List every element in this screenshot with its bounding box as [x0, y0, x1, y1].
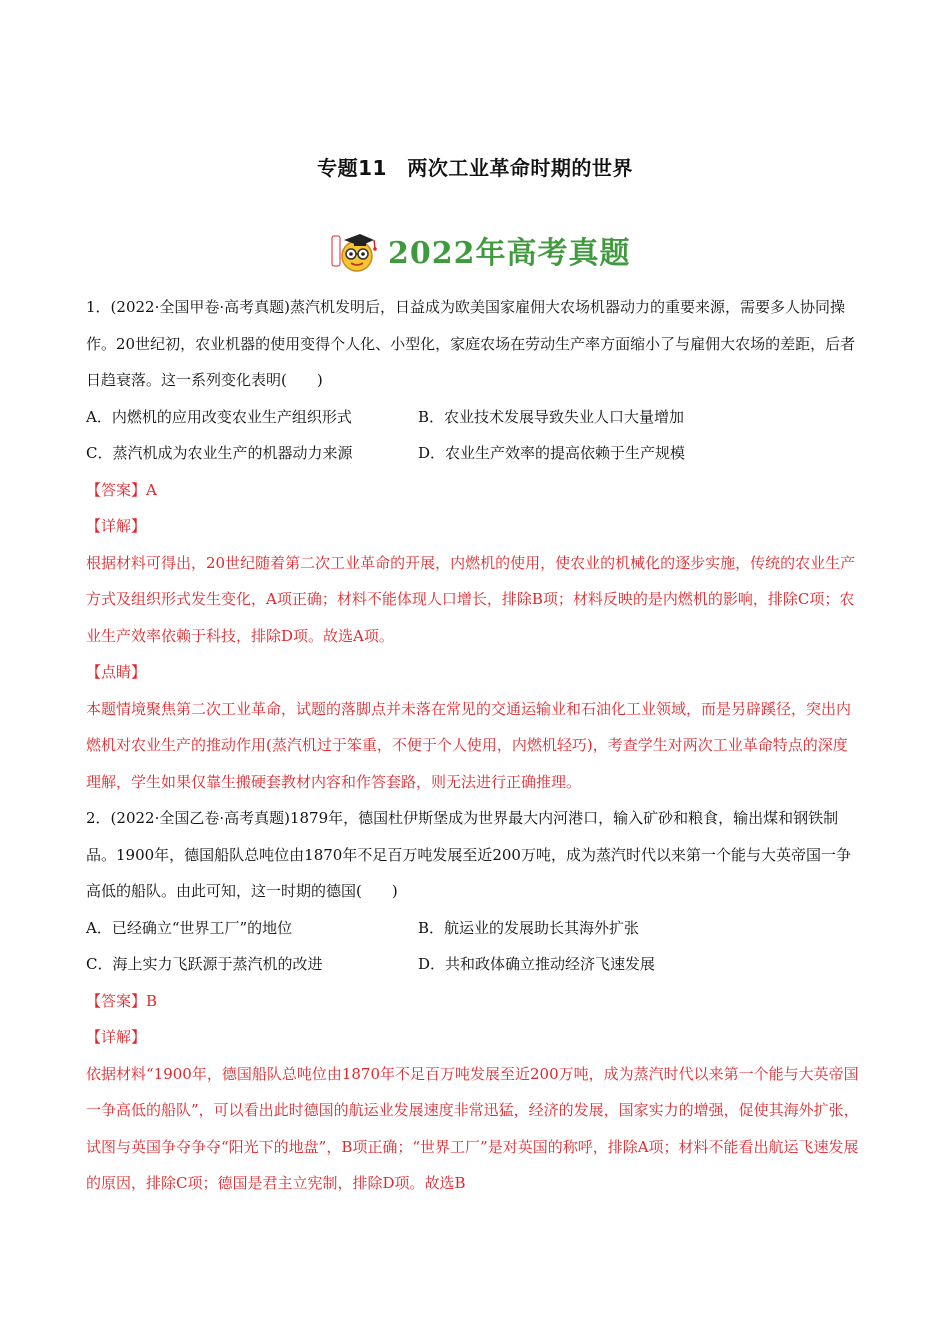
section-banner — [330, 226, 631, 274]
question-1-detail: 根据材料可得出，20世纪随着第二次工业革命的开展，内燃机的使用，使农业的机械化的逐步实施，传统的农业生产方式及组织形式发生变化，A项正确；材料不能体现人口增长，排除B项；材料反映的是内燃机的影响，排除C项；农业生产效率依赖于科技，排除D项。故选A项。 — [86, 553, 856, 645]
answer-label: 【答案】 — [86, 991, 147, 1010]
question-1-stem: 1．(2022·全国甲卷·高考真题)蒸汽机发明后，日益成为欧美国家雇佣大农场机器动力的重要来源，需要多人协同操作。20世纪初，农业机器的使用变得个人化、小型化，家庭农场在劳动生产率方面缩小了与雇佣大农场的差距，后者日趋衰落。这一系列变化表明( ) — [86, 298, 856, 389]
answer-value: A — [146, 480, 157, 499]
option-c: C．海上实力飞跃源于蒸汽机的改进 — [86, 955, 323, 973]
question-2-options-row-1 — [86, 910, 862, 947]
option-b: B．农业技术发展导致失业人口大量增加 — [418, 407, 685, 426]
option-c: C．蒸汽机成为农业生产的机器动力来源 — [86, 444, 353, 462]
option-a: A．内燃机的应用改变农业生产组织形式 — [86, 407, 352, 426]
option-d: D．农业生产效率的提高依赖于生产规模 — [418, 444, 686, 462]
answer-value: B — [146, 991, 158, 1010]
option-d: D．共和政体确立推动经济飞速发展 — [418, 955, 656, 973]
question-1-options-row-1 — [86, 399, 862, 436]
question-2-answer — [86, 983, 862, 1020]
banner-title: 2022年高考真题 — [388, 236, 631, 271]
answer-label: 【答案】 — [86, 480, 147, 499]
question-2-detail: 依据材料“1900年，德国船队总吨位由1870年不足百万吨发展至近200万吨，成为蒸汽时代以来第一个能与大英帝国一争高低的船队”，可以看出此时德国的航运业发展速度非常迅猛，经济的发展，国家实力的增强，促使其海外扩张，试图与英国争夺争夺“阳光下的地盘”，B项正确；“世界工厂”是对英国的称呼，排除A项；材料不能看出航运飞速发展的原因，排除C项；德国是君主立宪制，排除D项。故选B — [86, 1064, 859, 1192]
question-content — [86, 289, 862, 1202]
question-2-detail-label: 【详解】 — [86, 1028, 147, 1046]
question-1-options-row-2 — [86, 435, 862, 472]
option-b: B．航运业的发展助长其海外扩张 — [418, 918, 640, 937]
question-1-tip: 本题情境聚焦第二次工业革命，试题的落脚点并未落在常见的交通运输业和石油化工业领域，而是另辟蹊径，突出内燃机对农业生产的推动作用(蒸汽机过于笨重，不便于个人使用，内燃机轻巧)，考查学生对两次工业革命特点的深度理解，学生如果仅靠生搬硬套教材内容和作答套路，则无法进行正确推理。 — [86, 699, 852, 791]
question-1-tip-label: 【点睛】 — [86, 663, 147, 681]
question-1-detail-label: 【详解】 — [86, 517, 147, 535]
page-title: 专题11 两次工业革命时期的世界 — [317, 156, 633, 180]
question-1-answer — [86, 472, 862, 509]
question-2-stem: 2．(2022·全国乙卷·高考真题)1879年，德国杜伊斯堡成为世界最大内河港口，输入矿砂和粮食，输出煤和钢铁制品。1900年，德国船队总吨位由1870年不足百万吨发展至近200万吨，成为蒸汽时代以来第一个能与大英帝国一争高低的船队。由此可知，这一时期的德国( ) — [86, 809, 851, 900]
question-2-options-row-2 — [86, 946, 862, 983]
mascot-icon — [330, 226, 382, 274]
option-a: A．已经确立“世界工厂”的地位 — [86, 918, 293, 937]
